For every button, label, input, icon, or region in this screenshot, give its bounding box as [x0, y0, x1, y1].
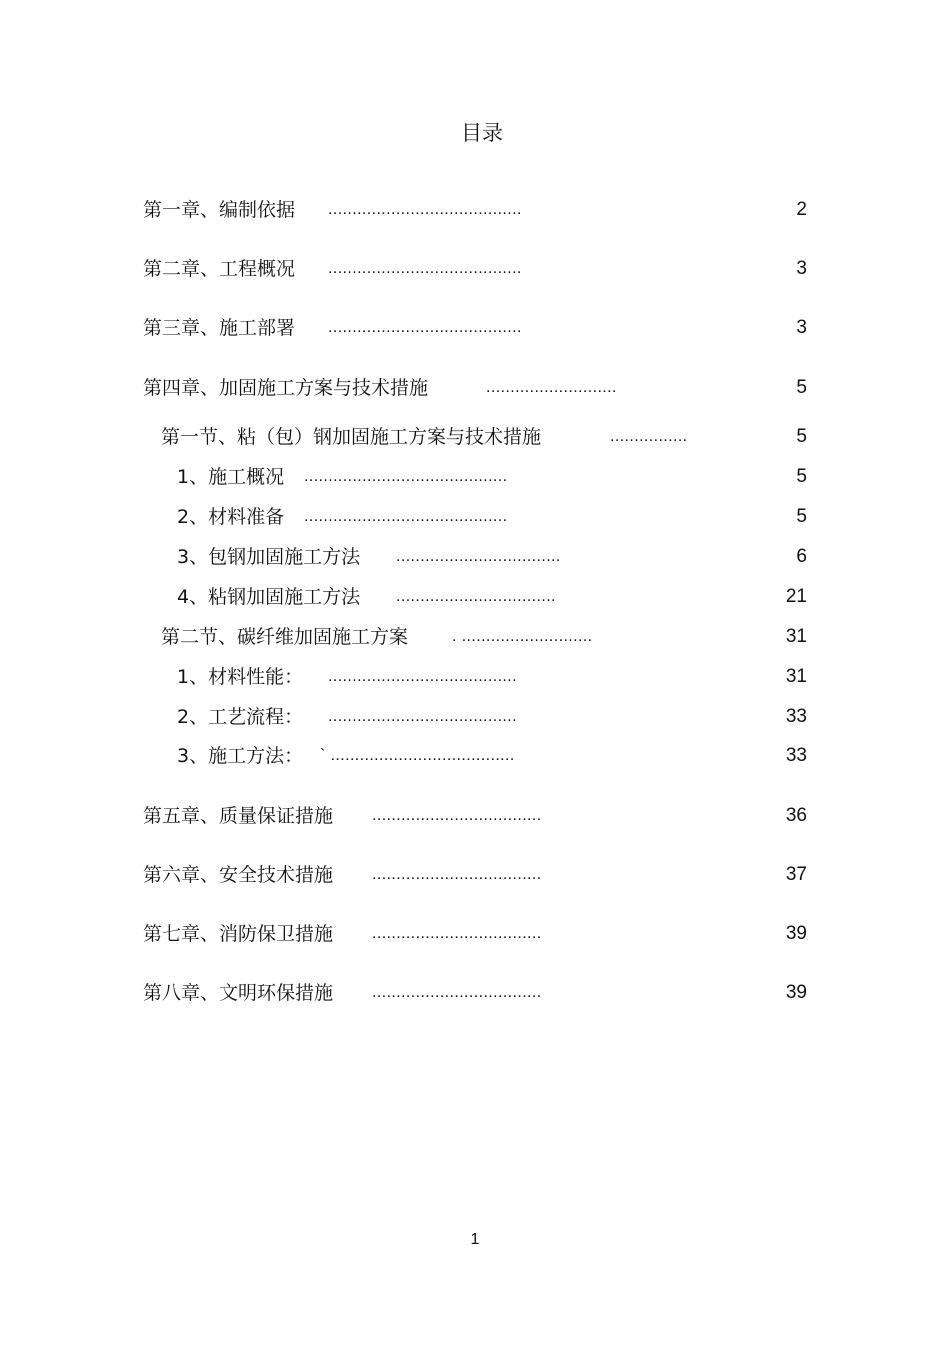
toc-entry-subsection-4-1-4[interactable]	[0, 583, 950, 611]
toc-leader-dots: ..........................................	[304, 508, 508, 525]
toc-page-number: 36	[785, 805, 807, 826]
toc-entry-chapter-3[interactable]	[0, 314, 950, 342]
toc-leader-dots: ..................................	[396, 548, 561, 565]
toc-leader-dots: ........................................	[328, 260, 522, 277]
toc-leader-dots: ...................................	[372, 866, 542, 883]
toc-page-number: 5	[796, 426, 807, 447]
toc-entry-label: 第一章、编制依据	[143, 199, 296, 221]
toc-leader-dots: .................................	[396, 588, 556, 605]
toc-entry-label: 第二章、工程概况	[143, 258, 296, 280]
toc-page-number: 39	[785, 982, 807, 1003]
toc-page-number: 31	[785, 626, 807, 647]
toc-leader-dots: . ...........................	[452, 628, 593, 645]
toc-entry-chapter-7[interactable]	[0, 920, 950, 948]
toc-leader-dots: ........................................	[328, 201, 522, 218]
toc-entry-subsection-4-1-3[interactable]	[0, 543, 950, 571]
toc-entry-subsection-4-2-1[interactable]	[0, 663, 950, 691]
toc-entry-chapter-1[interactable]	[0, 196, 950, 224]
toc-leader-dots: .......................................	[328, 668, 517, 685]
toc-page-number: 37	[785, 864, 807, 885]
toc-entry-label: 第五章、质量保证措施	[143, 805, 334, 827]
toc-entry-chapter-4[interactable]	[0, 374, 950, 402]
toc-leader-dots: ...................................	[372, 925, 542, 942]
toc-entry-subsection-4-1-2[interactable]	[0, 503, 950, 531]
toc-entry-label: 1、材料性能：	[177, 666, 304, 688]
toc-entry-label: 第三章、施工部署	[143, 317, 296, 339]
toc-entry-subsection-4-2-3[interactable]	[0, 742, 950, 770]
toc-page-number: 3	[796, 258, 807, 279]
toc-page-number: 31	[785, 666, 807, 687]
toc-entry-label: 4、粘钢加固施工方法	[177, 586, 361, 608]
toc-entry-label: 第二节、碳纤维加固施工方案	[161, 626, 409, 648]
toc-leader-dots: ...................................	[372, 984, 542, 1001]
toc-entry-chapter-6[interactable]	[0, 861, 950, 889]
toc-entry-label: 2、工艺流程：	[177, 706, 304, 728]
toc-entry-label: 3、施工方法：	[177, 745, 304, 767]
toc-entry-label: 第八章、文明环保措施	[143, 982, 334, 1004]
toc-entry-label: 第四章、加固施工方案与技术措施	[143, 377, 429, 399]
toc-entry-label: 第七章、消防保卫措施	[143, 923, 334, 945]
toc-entry-subsection-4-2-2[interactable]	[0, 703, 950, 731]
toc-leader-dots: ...................................	[372, 807, 542, 824]
toc-entry-label: 2、材料准备	[177, 506, 285, 528]
toc-leader-dots: ` ......................................	[320, 747, 515, 764]
toc-page-number: 6	[796, 546, 807, 567]
toc-entry-chapter-5[interactable]	[0, 802, 950, 830]
toc-entry-section-4-1[interactable]	[0, 423, 950, 451]
toc-page-number: 2	[796, 199, 807, 220]
toc-page-number: 33	[785, 745, 807, 766]
toc-entry-subsection-4-1-1[interactable]	[0, 463, 950, 491]
toc-page-number: 5	[796, 466, 807, 487]
toc-leader-dots: ...........................	[486, 379, 617, 396]
toc-page-number: 21	[785, 586, 807, 607]
toc-entry-label: 1、施工概况	[177, 466, 285, 488]
toc-page-number: 5	[796, 506, 807, 527]
page-title: 目录	[461, 121, 503, 145]
toc-entry-section-4-2[interactable]	[0, 623, 950, 651]
toc-leader-dots: .......................................	[328, 708, 517, 725]
toc-entry-label: 第一节、粘（包）钢加固施工方案与技术措施	[161, 426, 542, 448]
toc-leader-dots: ................	[610, 428, 688, 445]
toc-entry-label: 第六章、安全技术措施	[143, 864, 334, 886]
toc-leader-dots: ..........................................	[304, 468, 508, 485]
footer-page-number: 1	[470, 1231, 480, 1248]
toc-page-number: 39	[785, 923, 807, 944]
toc-entry-label: 3、包钢加固施工方法	[177, 546, 361, 568]
toc-entry-chapter-8[interactable]	[0, 979, 950, 1007]
toc-page-number: 33	[785, 706, 807, 727]
toc-entry-chapter-2[interactable]	[0, 255, 950, 283]
toc-leader-dots: ........................................	[328, 319, 522, 336]
toc-page-number: 5	[796, 377, 807, 398]
toc-page-number: 3	[796, 317, 807, 338]
